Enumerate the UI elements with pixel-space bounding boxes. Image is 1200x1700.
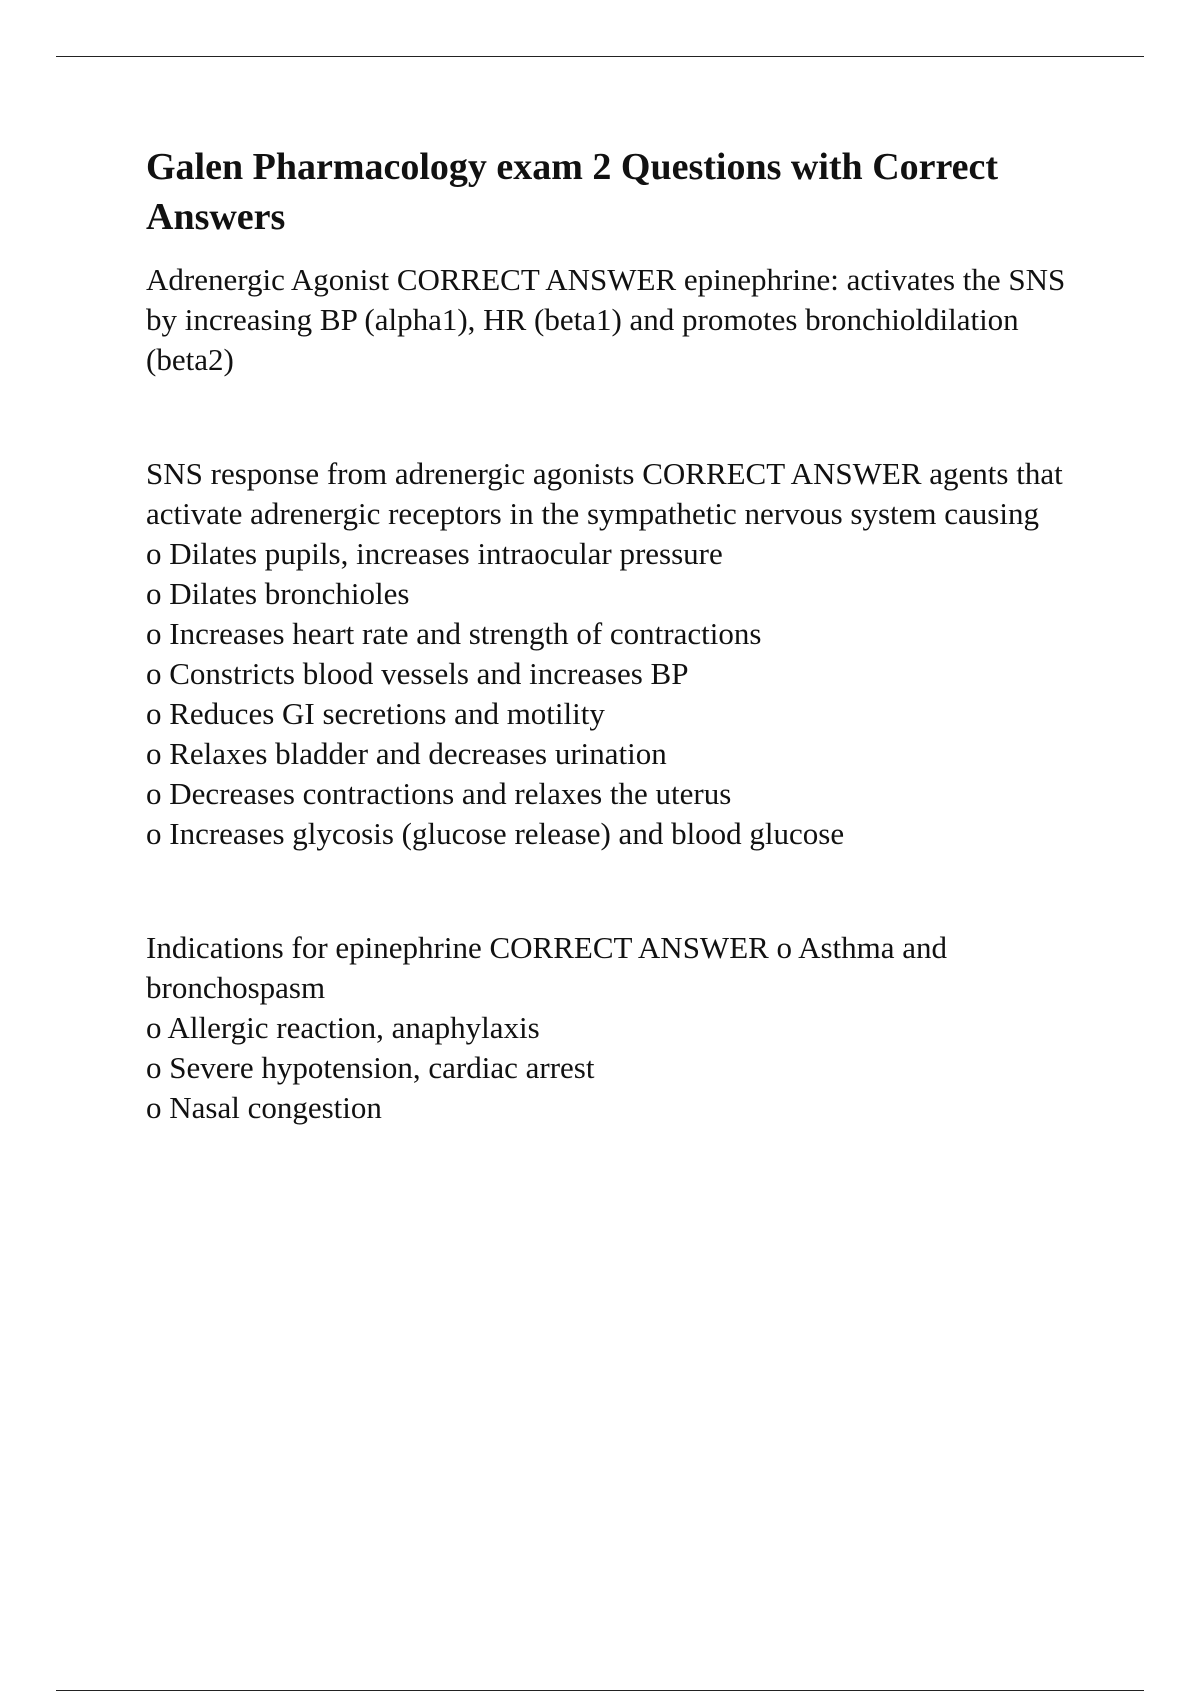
document-title: Galen Pharmacology exam 2 Questions with Correct Answers (146, 146, 999, 238)
bullet-item: o Relaxes bladder and decreases urination (146, 736, 667, 771)
spacer (146, 854, 1066, 928)
qa-entry-adrenergic-agonist (146, 260, 1066, 380)
qa-entry-sns-response (146, 454, 1066, 854)
bullet-item: o Allergic reaction, anaphylaxis (146, 1010, 540, 1045)
spacer (146, 380, 1066, 454)
bullet-item: o Reduces GI secretions and motility (146, 696, 605, 731)
top-divider (56, 56, 1144, 57)
qa-text: Indications for epinephrine CORRECT ANSWER o Asthma and bronchospasm (146, 930, 948, 1005)
bullet-item: o Decreases contractions and relaxes the uterus (146, 776, 732, 811)
bottom-divider (56, 1690, 1144, 1691)
bullet-item: o Increases glycosis (glucose release) and blood glucose (146, 816, 845, 851)
bullet-item: o Dilates pupils, increases intraocular pressure (146, 536, 723, 571)
bullet-item: o Nasal congestion (146, 1090, 382, 1125)
bullet-item: o Increases heart rate and strength of contractions (146, 616, 762, 651)
bullet-item: o Severe hypotension, cardiac arrest (146, 1050, 595, 1085)
document-body (146, 142, 1066, 1128)
qa-text: SNS response from adrenergic agonists CORRECT ANSWER agents that activate adrenergic receptors in the sympathetic nervous system causing (146, 456, 1063, 531)
bullet-item: o Dilates bronchioles (146, 576, 410, 611)
qa-text: Adrenergic Agonist CORRECT ANSWER epinephrine: activates the SNS by increasing BP (alpha1), HR (beta1) and promotes bronchioldilation (beta2) (146, 262, 1066, 377)
bullet-item: o Constricts blood vessels and increases BP (146, 656, 689, 691)
qa-entry-epinephrine-indications (146, 928, 1066, 1128)
